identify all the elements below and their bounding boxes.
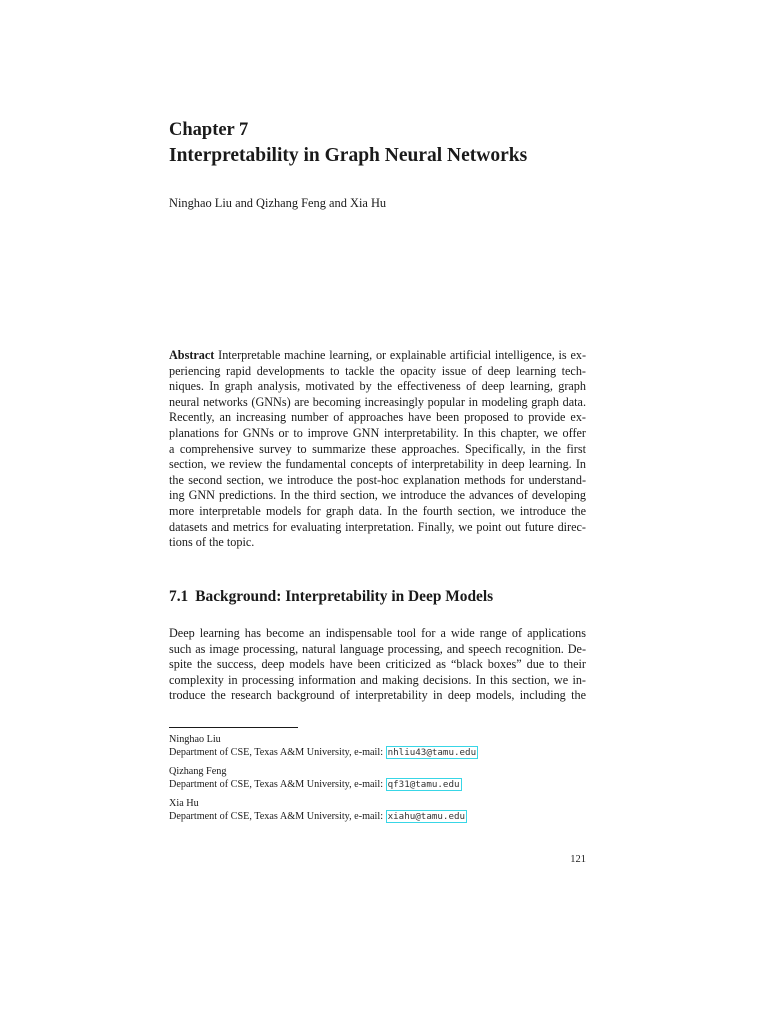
footnotes — [169, 733, 589, 829]
abstract — [169, 348, 586, 551]
abstract-line: a comprehensive survey to summarize these approaches. Specifically, in the first — [169, 441, 586, 456]
email-link[interactable]: qf31@tamu.edu — [387, 779, 460, 790]
abstract-line: the second section, we introduce the post-hoc explanation methods for understand- — [169, 472, 586, 487]
author-footnote — [169, 765, 589, 791]
footnote-divider — [169, 727, 298, 728]
abstract-line: tions of the topic. — [169, 535, 255, 550]
footnote-author-name: Ninghao Liu — [169, 734, 221, 745]
footnote-author-name: Xia Hu — [169, 798, 199, 809]
section-title: Background: Interpretability in Deep Models — [195, 588, 494, 605]
abstract-label: Abstract — [169, 348, 215, 362]
abstract-line: neural networks (GNNs) are becoming increasingly popular in modeling graph data. — [169, 394, 586, 409]
abstract-line: datasets and metrics for evaluating interpretation. Finally, we point out future direc- — [169, 519, 586, 534]
abstract-line: periencing rapid developments to tackle the opacity issue of deep learning tech- — [169, 363, 586, 378]
abstract-line: more interpretable models for graph data. In the fourth section, we introduce the — [169, 503, 586, 518]
page-number: 121 — [570, 854, 586, 865]
section-number: 7.1 — [169, 588, 189, 605]
footnote-affiliation: Department of CSE, Texas A&M University, e-mail: xiahu@tamu.edu — [169, 811, 466, 822]
section-heading — [169, 587, 493, 607]
abstract-line: Abstract Interpretable machine learning, or explainable artificial intelligence, is ex- — [169, 348, 587, 362]
body-line: Deep learning has become an indispensable tool for a wide range of applications — [169, 626, 586, 640]
footnote-affiliation: Department of CSE, Texas A&M University, e-mail: qf31@tamu.edu — [169, 779, 460, 790]
abstract-line: ing GNN predictions. In the third section, we introduce the advances of developing — [169, 488, 586, 503]
section-body — [169, 626, 586, 704]
email-link[interactable]: xiahu@tamu.edu — [387, 811, 466, 822]
author-footnote — [169, 733, 589, 759]
body-line: complexity in processing information and making decisions. In this section, we in- — [169, 672, 586, 687]
abstract-line: section, we review the fundamental concepts of interpretability in deep learning. In — [169, 457, 586, 472]
body-line: troduce the research background of interpretability in deep models, including the — [169, 688, 586, 703]
chapter-label: Chapter 7 — [169, 120, 249, 140]
abstract-line: Recently, an increasing number of approaches have been proposed to provide ex- — [169, 410, 586, 425]
email-link[interactable]: nhliu43@tamu.edu — [387, 747, 477, 758]
chapter-authors: Ninghao Liu and Qizhang Feng and Xia Hu — [169, 196, 387, 210]
abstract-line: planations for GNNs or to improve GNN interpretability. In this chapter, we offer — [169, 425, 586, 440]
author-footnote — [169, 797, 589, 823]
abstract-line: niques. In graph analysis, motivated by the effectiveness of deep learning, graph — [169, 379, 586, 394]
chapter-title: Interpretability in Graph Neural Networks — [169, 145, 528, 166]
body-line: spite the success, deep models have been criticized as “black boxes” due to their — [169, 657, 586, 672]
body-line: such as image processing, natural language processing, and speech recognition. De- — [169, 641, 586, 656]
footnote-author-name: Qizhang Feng — [169, 766, 227, 777]
footnote-affiliation: Department of CSE, Texas A&M University, e-mail: nhliu43@tamu.edu — [169, 747, 477, 758]
